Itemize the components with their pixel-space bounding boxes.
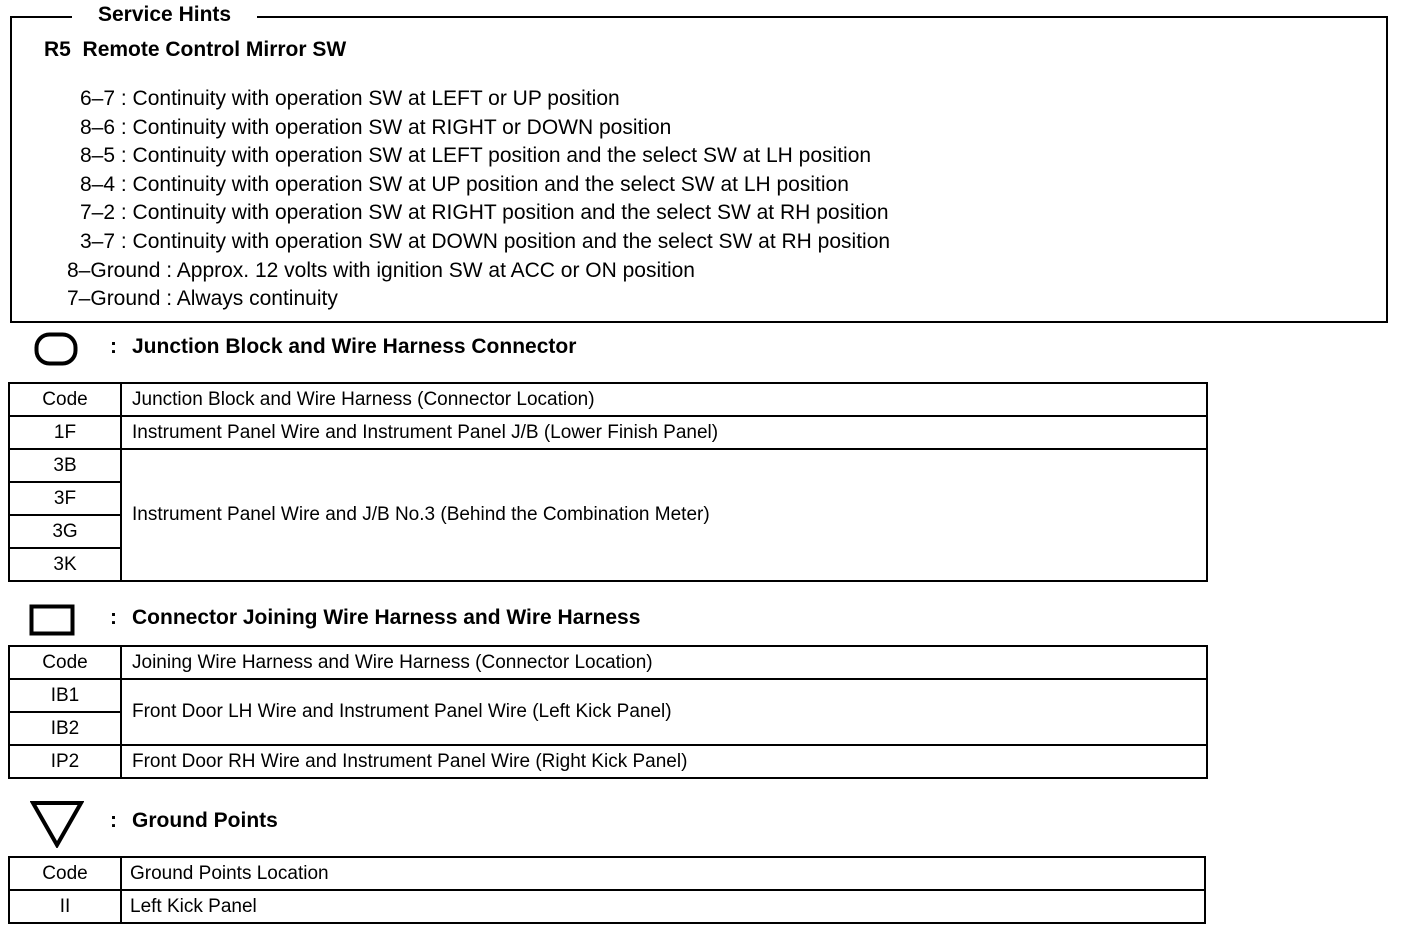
hint-pins: 8–6	[80, 115, 116, 139]
service-hints-title: Service Hints	[72, 2, 257, 28]
table-row	[9, 449, 1207, 482]
connector-code: R5	[44, 38, 71, 61]
hint-pins: 8–4	[80, 172, 116, 196]
rectangle-icon	[29, 604, 75, 636]
hint-pins: 8–5	[80, 144, 116, 168]
ground-points-table	[8, 856, 1206, 924]
hint-text: : Continuity with operation SW at LEFT or UP position	[120, 87, 620, 110]
header-code: Code	[9, 646, 121, 679]
row-desc: Instrument Panel Wire and J/B No.3 (Behind the Combination Meter)	[121, 449, 1207, 581]
table-header-row	[9, 646, 1207, 679]
hint-text: : Continuity with operation SW at RIGHT position and the select SW at RH position	[120, 201, 889, 225]
joining-connector-heading	[110, 605, 640, 631]
hint-text: : Always continuity	[166, 287, 338, 311]
hint-pins: 8–Ground	[67, 258, 161, 282]
row-code: 3B	[9, 449, 121, 482]
hint-text: : Continuity with operation SW at DOWN position and the select SW at RH position	[120, 229, 891, 253]
service-hints-list	[12, 85, 1312, 314]
hint-text: : Continuity with operation SW at RIGHT or DOWN position	[120, 115, 672, 139]
row-code: 3F	[9, 482, 121, 515]
rounded-rectangle-icon	[34, 332, 78, 366]
table-row	[9, 679, 1207, 712]
heading-text: Ground Points	[132, 809, 278, 832]
row-desc: Front Door LH Wire and Instrument Panel Wire (Left Kick Panel)	[121, 679, 1207, 745]
table-row	[9, 416, 1207, 449]
hint-text: : Approx. 12 volts with ignition SW at ACC or ON position	[166, 258, 695, 282]
row-code: IB2	[9, 712, 121, 745]
heading-colon: :	[110, 809, 117, 832]
row-code: 3K	[9, 548, 121, 581]
hint-pins: 7–Ground	[67, 287, 161, 311]
table-row	[9, 745, 1207, 778]
row-code: II	[9, 890, 121, 923]
hint-row	[12, 142, 1312, 171]
hint-row	[12, 85, 1312, 114]
hint-pins: 3–7	[80, 229, 116, 253]
joining-connector-table	[8, 645, 1208, 779]
connector-name: Remote Control Mirror SW	[82, 38, 347, 61]
heading-text: Junction Block and Wire Harness Connector	[132, 335, 577, 358]
hint-row	[12, 228, 1312, 257]
table-header-row	[9, 857, 1205, 890]
row-code: IP2	[9, 745, 121, 778]
junction-block-table	[8, 382, 1208, 582]
header-code: Code	[9, 857, 121, 890]
header-desc: Ground Points Location	[121, 857, 1205, 890]
header-code: Code	[9, 383, 121, 416]
hint-text: : Continuity with operation SW at LEFT position and the select SW at LH position	[120, 144, 872, 168]
ground-points-heading	[110, 808, 278, 834]
row-desc: Left Kick Panel	[121, 890, 1205, 923]
table-row	[9, 890, 1205, 923]
table-header-row	[9, 383, 1207, 416]
hint-row	[12, 285, 1312, 314]
row-code: 3G	[9, 515, 121, 548]
hint-row	[12, 114, 1312, 143]
row-code: 1F	[9, 416, 121, 449]
heading-colon: :	[110, 335, 117, 358]
row-desc: Instrument Panel Wire and Instrument Panel J/B (Lower Finish Panel)	[121, 416, 1207, 449]
header-desc: Junction Block and Wire Harness (Connector Location)	[121, 383, 1207, 416]
hint-pins: 6–7	[80, 87, 116, 110]
hint-text: : Continuity with operation SW at UP position and the select SW at LH position	[120, 172, 849, 196]
hint-row	[12, 257, 1312, 286]
hint-row	[12, 171, 1312, 200]
row-code: IB1	[9, 679, 121, 712]
hint-pins: 7–2	[80, 201, 116, 225]
connector-heading	[44, 37, 346, 63]
header-desc: Joining Wire Harness and Wire Harness (Connector Location)	[121, 646, 1207, 679]
row-desc: Front Door RH Wire and Instrument Panel Wire (Right Kick Panel)	[121, 745, 1207, 778]
heading-text: Connector Joining Wire Harness and Wire Harness	[132, 606, 641, 629]
down-triangle-icon	[30, 800, 84, 848]
junction-block-heading	[110, 334, 576, 360]
heading-colon: :	[110, 606, 117, 629]
hint-row	[12, 199, 1312, 228]
